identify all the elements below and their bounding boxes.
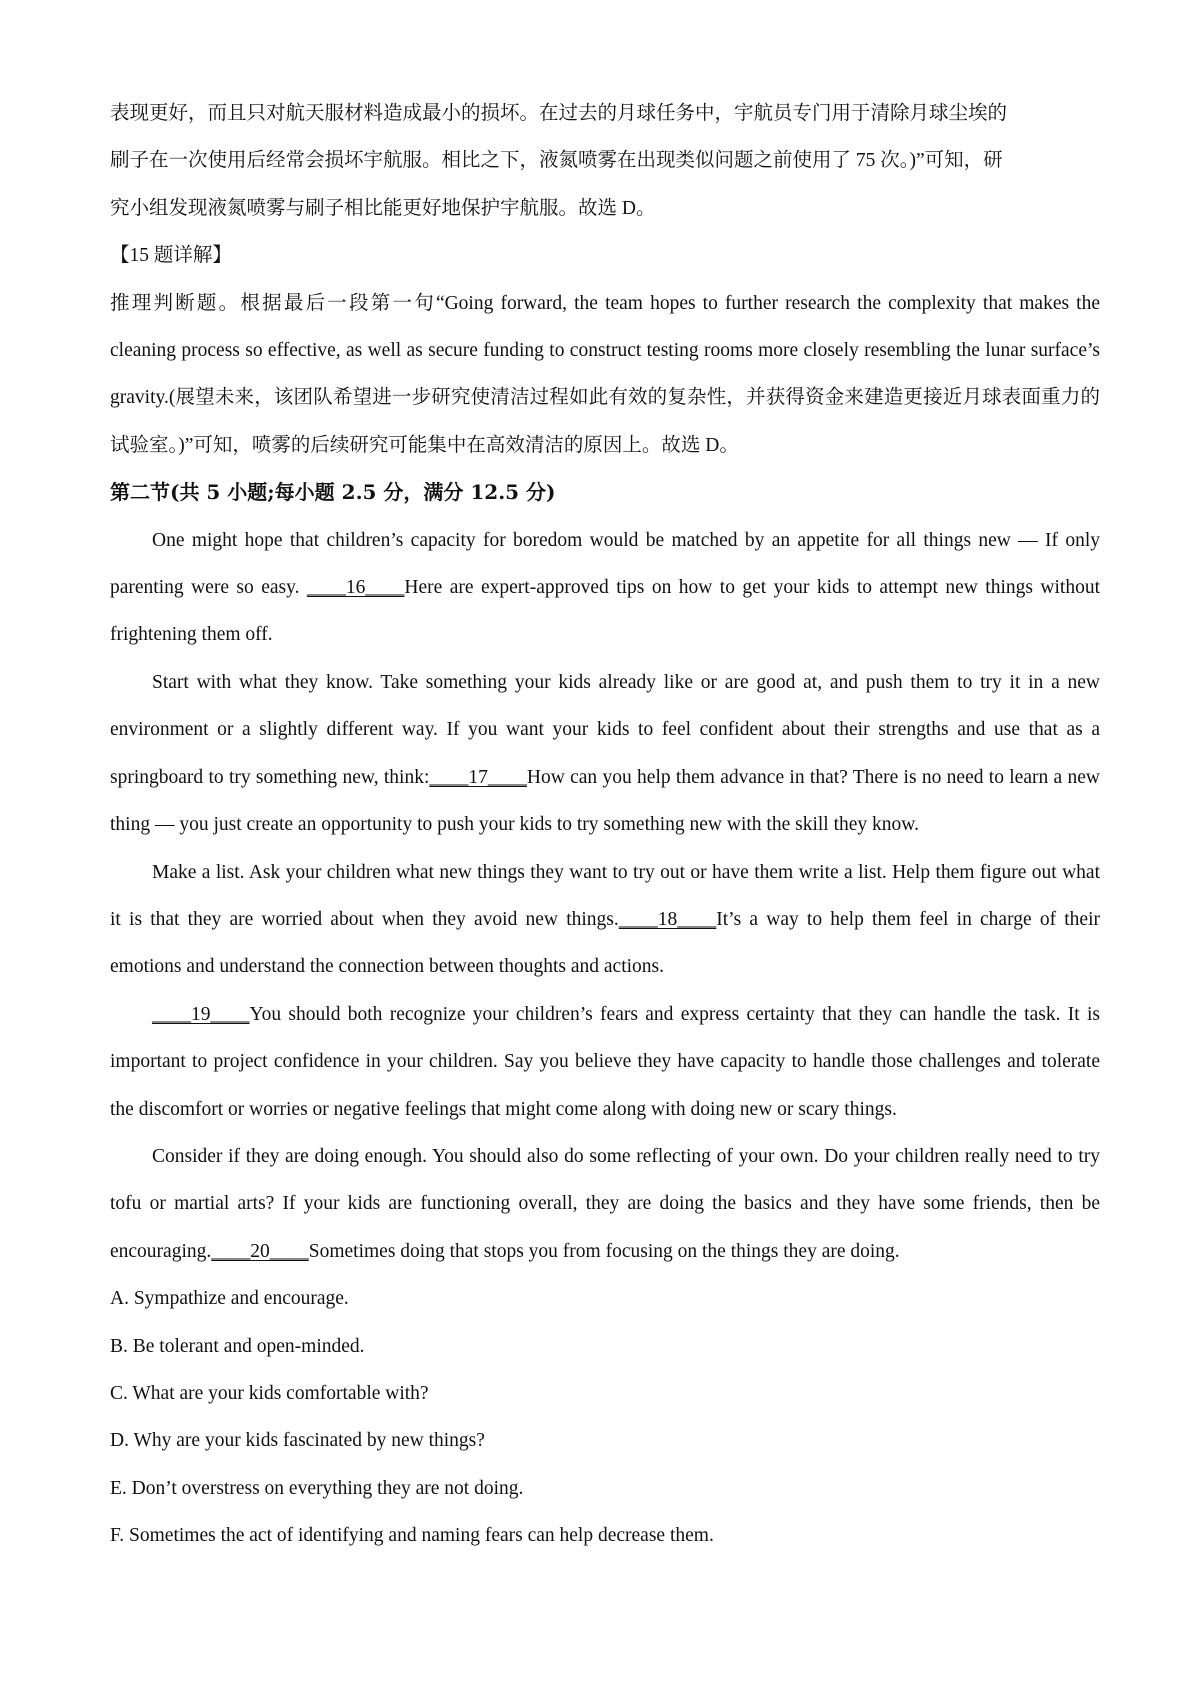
option-d: D. Why are your kids fascinated by new things? <box>110 1430 485 1452</box>
paragraph-text: Consider if they are doing enough. You should also do some reflecting of your own. Do your children really need to try tofu or martial arts? If your kids are functioning overall, they are doing the basics and they have some friends, then be encouraging. <box>110 1145 1100 1262</box>
paragraph-text: Here are expert-approved tips on how to get your kids to attempt new things without frightening them off. <box>110 577 1100 646</box>
passage-paragraph-1 <box>110 517 1100 659</box>
blank-17: ____17____ <box>429 766 527 788</box>
option-a: A. Sympathize and encourage. <box>110 1288 349 1310</box>
passage-paragraph-4 <box>110 991 1100 1133</box>
paragraph-text: You should both recognize your children’s fears and express certainty that they can handle the task. It is important to project confidence in your children. Say you believe they have capacity to handle those challenges and tolerate the discomfort or worries or negative feelings that might come along with doing new or scary things. <box>110 1003 1100 1120</box>
blank-19: ____19____ <box>152 1003 250 1025</box>
passage-paragraph-3 <box>110 849 1100 991</box>
option-c: C. What are your kids comfortable with? <box>110 1382 429 1404</box>
paragraph-text: Make a list. Ask your children what new things they want to try out or have them write a list. Help them figure out what it is that they are worried about when they avoid new things. <box>110 861 1100 930</box>
paragraph-text: Start with what they know. Take something your kids already like or are good at, and push them to try it in a new environment or a slightly different way. If you want your kids to feel confident about their strengths and use that as a springboard to try something new, think: <box>110 671 1100 788</box>
prev-explanation-line-1: 表现更好，而且只对航天服材料造成最小的损坏。在过去的月球任务中，宇航员专门用于清除月球尘埃的 <box>110 103 1008 124</box>
prev-explanation-line-3: 究小组发现液氮喷雾与刷子相比能更好地保护宇航服。故选 D。 <box>110 197 656 219</box>
paragraph-text: How can you help them advance in that? There is no need to learn a new thing — you just create an opportunity to push your kids to try something new with the skill they know. <box>110 766 1100 836</box>
q15-title: 【15 题详解】 <box>110 245 232 267</box>
option-b: B. Be tolerant and open-minded. <box>110 1335 365 1357</box>
option-e: E. Don’t overstress on everything they are not doing. <box>110 1477 524 1499</box>
option-f: F. Sometimes the act of identifying and naming fears can help decrease them. <box>110 1525 714 1547</box>
paragraph-text: Sometimes doing that stops you from focusing on the things they are doing. <box>308 1240 900 1262</box>
paragraph-text: It’s a way to help them feel in charge of their emotions and understand the connection between thoughts and actions. <box>110 908 1101 978</box>
passage-paragraph-5 <box>110 1133 1100 1275</box>
document-page <box>110 90 1100 1560</box>
passage-paragraph-2 <box>110 659 1100 849</box>
prev-explanation-line-2: 刷子在一次使用后经常会损坏宇航服。相比之下，液氮喷雾在出现类似问题之前使用了 75 次。)”可知，研 <box>110 150 1003 172</box>
paragraph-text: One might hope that children’s capacity for boredom would be matched by an appetite for all things new — If only parenting were so easy. <box>110 529 1100 599</box>
q15-explanation: 推理判断题。根据最后一段第一句“Going forward, the team hopes to further research the complexity that makes the cleaning process so effective, as well as secure funding to construct testing rooms more closely resembling the lunar surface’s gravity.(展望未来，该团队希望进一步研究使清洁过程如此有效的复杂性，并获得资金来建造更接近月球表面重力的试验室。)”可知，喷雾的后续研究可能集中在高效清洁的原因上。故选 D。 <box>110 292 1100 456</box>
blank-16: ____16____ <box>306 577 405 599</box>
blank-18: ____18____ <box>618 908 717 930</box>
blank-20: ____20____ <box>211 1240 309 1262</box>
section-heading: 第二节(共 5 小题;每小题 2.5 分，满分 12.5 分) <box>110 480 556 505</box>
